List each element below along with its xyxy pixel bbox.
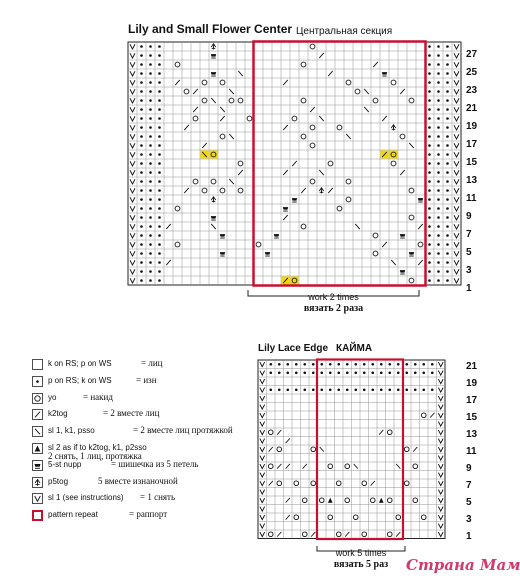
dot-symbol	[428, 81, 431, 84]
legend-item	[30, 392, 245, 406]
legend-label-ru: = шишечка из 5 петель	[111, 458, 199, 469]
legend-label-ru: 2 снять, 1 лиц, протяжка	[48, 451, 142, 461]
dot-symbol	[437, 162, 440, 165]
dot-symbol	[428, 216, 431, 219]
legend-item	[30, 509, 245, 523]
dot-symbol	[149, 216, 152, 219]
dot-symbol	[158, 99, 161, 102]
dot-symbol	[428, 153, 431, 156]
legend-label-ru: = накид	[83, 391, 113, 402]
row-number: 1	[466, 283, 472, 294]
dot-symbol	[158, 162, 161, 165]
dot-symbol	[140, 144, 143, 147]
dot-symbol	[422, 363, 425, 366]
dot-symbol	[446, 207, 449, 210]
dot-symbol	[414, 363, 417, 366]
dot-symbol	[437, 135, 440, 138]
legend-item	[30, 476, 245, 490]
row-number: 13	[466, 429, 478, 440]
dot-symbol	[428, 171, 431, 174]
legend-label: k on RS; p on WS	[48, 359, 112, 368]
dot-symbol	[388, 388, 391, 391]
dot-symbol	[428, 279, 431, 282]
dot-symbol	[329, 371, 332, 374]
dot-symbol	[140, 171, 143, 174]
dot-symbol	[140, 225, 143, 228]
dot-symbol	[149, 270, 152, 273]
edge-chart-title-ru: КАЙМА	[336, 343, 373, 354]
dot-symbol	[428, 189, 431, 192]
row-number: 17	[466, 395, 478, 406]
edge-chart-title: Lily Lace Edge	[258, 343, 329, 354]
legend-label: 5-st nupp	[48, 459, 82, 469]
dot-symbol	[397, 388, 400, 391]
lily-repeat-label: work 2 times	[308, 292, 359, 302]
dot-symbol	[158, 144, 161, 147]
legend-label-ru: = 1 снять	[140, 492, 176, 503]
dot-symbol	[149, 108, 152, 111]
dot-symbol	[428, 126, 431, 129]
dot-symbol	[149, 198, 152, 201]
row-number: 19	[466, 378, 478, 389]
dot-symbol	[405, 388, 408, 391]
dot-symbol	[312, 388, 315, 391]
dot-symbol	[158, 243, 161, 246]
dot-symbol	[320, 371, 323, 374]
dot-symbol	[303, 371, 306, 374]
dot-symbol	[428, 243, 431, 246]
row-number: 7	[466, 229, 472, 240]
dot-symbol	[354, 363, 357, 366]
row-number: 21	[466, 361, 478, 372]
legend-label: sl 1, k1, psso	[48, 426, 95, 436]
lily-repeat-label-ru: вязать 2 раза	[303, 303, 364, 314]
dot-symbol	[428, 63, 431, 66]
triangle-swatch	[32, 443, 43, 454]
dot-symbol	[337, 388, 340, 391]
dot-symbol	[149, 72, 152, 75]
dot-symbol	[354, 388, 357, 391]
nupp-swatch	[32, 460, 43, 471]
dot-symbol	[437, 144, 440, 147]
dot-symbol	[363, 388, 366, 391]
dot-symbol	[380, 371, 383, 374]
dot-symbol	[320, 363, 323, 366]
dot-symbol	[428, 117, 431, 120]
dot-symbol	[149, 81, 152, 84]
dot-symbol	[380, 388, 383, 391]
dot-symbol	[371, 388, 374, 391]
dot-symbol	[158, 207, 161, 210]
dot-symbol	[428, 45, 431, 48]
dot-symbol	[278, 363, 281, 366]
dot-symbol	[140, 261, 143, 264]
row-number: 13	[466, 175, 478, 186]
legend-item	[30, 492, 245, 506]
dot-swatch	[32, 376, 43, 387]
dot-symbol	[354, 371, 357, 374]
dot-symbol	[428, 54, 431, 57]
dot-symbol	[437, 234, 440, 237]
dot-symbol	[149, 243, 152, 246]
dot-symbol	[149, 90, 152, 93]
backslash-swatch	[32, 426, 43, 437]
dot-symbol	[446, 126, 449, 129]
legend-label: sl 1 (see instructions)	[48, 493, 124, 503]
dot-symbol	[446, 189, 449, 192]
dot-symbol	[437, 90, 440, 93]
dot-symbol	[437, 270, 440, 273]
lily-chart-title: Lily and Small Flower Center	[128, 22, 293, 36]
dot-symbol	[437, 108, 440, 111]
dot-symbol	[158, 117, 161, 120]
dot-symbol	[158, 180, 161, 183]
dot-symbol	[446, 90, 449, 93]
dot-symbol	[363, 363, 366, 366]
row-number: 25	[466, 67, 478, 78]
dot-symbol	[446, 117, 449, 120]
lily-chart-grid	[120, 40, 450, 290]
dot-symbol	[397, 363, 400, 366]
dot-symbol	[158, 81, 161, 84]
legend-label-ru: = лиц	[141, 358, 163, 368]
dot-symbol	[431, 363, 434, 366]
dot-symbol	[437, 252, 440, 255]
dot-symbol	[371, 371, 374, 374]
dot-symbol	[428, 162, 431, 165]
dot-symbol	[371, 363, 374, 366]
dot-symbol	[428, 225, 431, 228]
dot-symbol	[149, 189, 152, 192]
dot-symbol	[437, 72, 440, 75]
dot-symbol	[446, 63, 449, 66]
dot-symbol	[269, 363, 272, 366]
dot-symbol	[446, 45, 449, 48]
dot-symbol	[140, 63, 143, 66]
legend-item	[30, 459, 245, 473]
dot-symbol	[158, 45, 161, 48]
dot-symbol	[446, 243, 449, 246]
dot-symbol	[158, 198, 161, 201]
dot-symbol	[431, 371, 434, 374]
dot-symbol	[158, 279, 161, 282]
dot-symbol	[428, 72, 431, 75]
dot-symbol	[414, 371, 417, 374]
row-number: 21	[466, 103, 478, 114]
dot-symbol	[295, 371, 298, 374]
dot-symbol	[140, 243, 143, 246]
dot-symbol	[140, 189, 143, 192]
dot-symbol	[446, 225, 449, 228]
watermark: Страна Мам	[406, 556, 520, 574]
dot-symbol	[140, 153, 143, 156]
dot-symbol	[446, 153, 449, 156]
dot-symbol	[346, 363, 349, 366]
dot-symbol	[446, 198, 449, 201]
dot-symbol	[269, 371, 272, 374]
dot-symbol	[158, 72, 161, 75]
dot-symbol	[140, 198, 143, 201]
legend-label-ru: 5 вместе изнаночной	[98, 475, 178, 486]
dot-symbol	[437, 54, 440, 57]
dot-symbol	[140, 162, 143, 165]
dot-symbol	[140, 252, 143, 255]
row-number: 17	[466, 139, 478, 150]
vee-swatch	[32, 493, 43, 504]
dot-symbol	[149, 234, 152, 237]
legend-label: yo	[48, 392, 57, 402]
legend-label: p5tog	[48, 476, 69, 486]
row-number: 11	[466, 193, 477, 204]
legend-item	[30, 358, 245, 372]
dot-symbol	[140, 108, 143, 111]
dot-symbol	[428, 180, 431, 183]
dot-symbol	[303, 388, 306, 391]
dot-symbol	[312, 371, 315, 374]
dot-symbol	[346, 371, 349, 374]
lily-chart-title-ru: Центральная секция	[296, 26, 393, 37]
dot-symbol	[446, 180, 449, 183]
dot-symbol	[446, 252, 449, 255]
legend-label: pattern repeat	[48, 510, 98, 520]
dot-symbol	[312, 363, 315, 366]
dot-symbol	[437, 261, 440, 264]
legend-label-ru: = изн	[136, 374, 157, 385]
dot-symbol	[428, 144, 431, 147]
dot-symbol	[149, 171, 152, 174]
dot-symbol	[446, 261, 449, 264]
dot-symbol	[158, 54, 161, 57]
row-number: 3	[466, 265, 472, 276]
dot-symbol	[149, 261, 152, 264]
dot-symbol	[446, 270, 449, 273]
dot-symbol	[140, 279, 143, 282]
dot-symbol	[446, 216, 449, 219]
dot-symbol	[149, 153, 152, 156]
dot-symbol	[437, 99, 440, 102]
dot-symbol	[446, 144, 449, 147]
legend-item	[30, 375, 245, 389]
dot-symbol	[278, 371, 281, 374]
dot-symbol	[140, 126, 143, 129]
dot-symbol	[422, 388, 425, 391]
repeat-swatch	[32, 510, 43, 521]
dot-symbol	[446, 108, 449, 111]
dot-symbol	[158, 126, 161, 129]
dot-symbol	[140, 81, 143, 84]
p5tog-swatch	[32, 477, 43, 488]
dot-symbol	[446, 279, 449, 282]
dot-symbol	[428, 270, 431, 273]
dot-symbol	[437, 216, 440, 219]
dot-symbol	[428, 198, 431, 201]
dot-symbol	[140, 72, 143, 75]
dot-symbol	[437, 81, 440, 84]
row-number: 15	[466, 157, 478, 168]
dot-symbol	[140, 216, 143, 219]
dot-symbol	[446, 171, 449, 174]
dot-symbol	[388, 363, 391, 366]
row-number: 5	[466, 247, 472, 258]
dot-symbol	[346, 388, 349, 391]
dot-symbol	[158, 171, 161, 174]
row-number: 9	[466, 463, 472, 474]
legend-item	[30, 425, 245, 439]
legend-label: k2tog	[48, 409, 68, 419]
dot-symbol	[422, 371, 425, 374]
dot-symbol	[278, 388, 281, 391]
dot-symbol	[149, 225, 152, 228]
dot-symbol	[446, 99, 449, 102]
legend-label: sl 2 as if to k2tog, k1, p2sso	[48, 443, 147, 452]
dot-symbol	[431, 388, 434, 391]
dot-symbol	[320, 388, 323, 391]
row-number: 1	[466, 531, 472, 542]
dot-symbol	[158, 189, 161, 192]
dot-symbol	[428, 99, 431, 102]
dot-symbol	[405, 363, 408, 366]
dot-symbol	[140, 54, 143, 57]
dot-symbol	[414, 388, 417, 391]
dot-symbol	[158, 216, 161, 219]
dot-symbol	[437, 279, 440, 282]
edge-repeat-label: work 5 times	[335, 548, 387, 558]
dot-symbol	[149, 126, 152, 129]
dot-symbol	[428, 90, 431, 93]
dot-symbol	[149, 144, 152, 147]
dot-symbol	[446, 135, 449, 138]
dot-symbol	[437, 207, 440, 210]
dot-symbol	[428, 234, 431, 237]
dot-symbol	[446, 162, 449, 165]
dot-symbol	[140, 207, 143, 210]
edge-chart-grid	[256, 356, 461, 546]
dot-symbol	[149, 54, 152, 57]
dot-symbol	[158, 252, 161, 255]
legend-label-ru: = 2 вместе лиц протяжкой	[133, 425, 233, 436]
dot-symbol	[295, 388, 298, 391]
dot-symbol	[363, 371, 366, 374]
dot-symbol	[149, 135, 152, 138]
dot-symbol	[437, 198, 440, 201]
dot-symbol	[149, 162, 152, 165]
dot-symbol	[303, 363, 306, 366]
dot-symbol	[158, 135, 161, 138]
dot-symbol	[388, 371, 391, 374]
empty-swatch	[32, 359, 43, 370]
dot-symbol	[380, 363, 383, 366]
dot-symbol	[286, 388, 289, 391]
dot-symbol	[149, 279, 152, 282]
dot-symbol	[158, 234, 161, 237]
dot-symbol	[158, 153, 161, 156]
dot-symbol	[329, 363, 332, 366]
dot-symbol	[140, 99, 143, 102]
dot-symbol	[158, 261, 161, 264]
dot-symbol	[437, 63, 440, 66]
dot-symbol	[269, 388, 272, 391]
row-number: 11	[466, 446, 477, 457]
dot-symbol	[428, 135, 431, 138]
dot-symbol	[36, 380, 39, 383]
dot-symbol	[140, 180, 143, 183]
dot-symbol	[158, 108, 161, 111]
legend-label: p on RS; k on WS	[48, 375, 112, 385]
dot-symbol	[286, 371, 289, 374]
row-number: 9	[466, 211, 472, 222]
dot-symbol	[158, 270, 161, 273]
row-number: 23	[466, 85, 478, 96]
row-number: 15	[466, 412, 478, 423]
legend-label-ru: = 2 вместе лиц	[103, 408, 160, 419]
dot-symbol	[437, 180, 440, 183]
dot-symbol	[437, 243, 440, 246]
dot-symbol	[397, 371, 400, 374]
dot-symbol	[140, 45, 143, 48]
dot-symbol	[286, 363, 289, 366]
dot-symbol	[446, 234, 449, 237]
dot-symbol	[149, 117, 152, 120]
dot-symbol	[446, 81, 449, 84]
dot-symbol	[428, 108, 431, 111]
edge-repeat-label-ru: вязать 5 раз	[333, 559, 389, 570]
dot-symbol	[437, 45, 440, 48]
row-number: 7	[466, 480, 472, 491]
dot-symbol	[158, 225, 161, 228]
row-number: 3	[466, 514, 472, 525]
row-number: 27	[466, 49, 478, 60]
dot-symbol	[446, 72, 449, 75]
dot-symbol	[437, 225, 440, 228]
dot-symbol	[437, 171, 440, 174]
dot-symbol	[149, 207, 152, 210]
dot-symbol	[437, 117, 440, 120]
dot-symbol	[140, 234, 143, 237]
dot-symbol	[140, 270, 143, 273]
dot-symbol	[405, 371, 408, 374]
dot-symbol	[149, 63, 152, 66]
dot-symbol	[149, 99, 152, 102]
dot-symbol	[337, 371, 340, 374]
dot-symbol	[140, 135, 143, 138]
dot-symbol	[428, 252, 431, 255]
dot-symbol	[295, 363, 298, 366]
circle-swatch	[32, 393, 43, 404]
legend-label-ru: = раппорт	[129, 509, 168, 520]
dot-symbol	[149, 180, 152, 183]
dot-symbol	[437, 189, 440, 192]
dot-symbol	[158, 63, 161, 66]
dot-symbol	[140, 90, 143, 93]
dot-symbol	[149, 45, 152, 48]
legend-item	[30, 442, 245, 461]
slash-swatch	[32, 409, 43, 420]
dot-symbol	[437, 126, 440, 129]
dot-symbol	[428, 261, 431, 264]
dot-symbol	[140, 117, 143, 120]
dot-symbol	[329, 388, 332, 391]
dot-symbol	[437, 153, 440, 156]
dot-symbol	[158, 90, 161, 93]
dot-symbol	[149, 252, 152, 255]
row-number: 19	[466, 121, 478, 132]
row-number: 5	[466, 497, 472, 508]
dot-symbol	[337, 363, 340, 366]
dot-symbol	[428, 207, 431, 210]
dot-symbol	[446, 54, 449, 57]
legend-item	[30, 408, 245, 422]
